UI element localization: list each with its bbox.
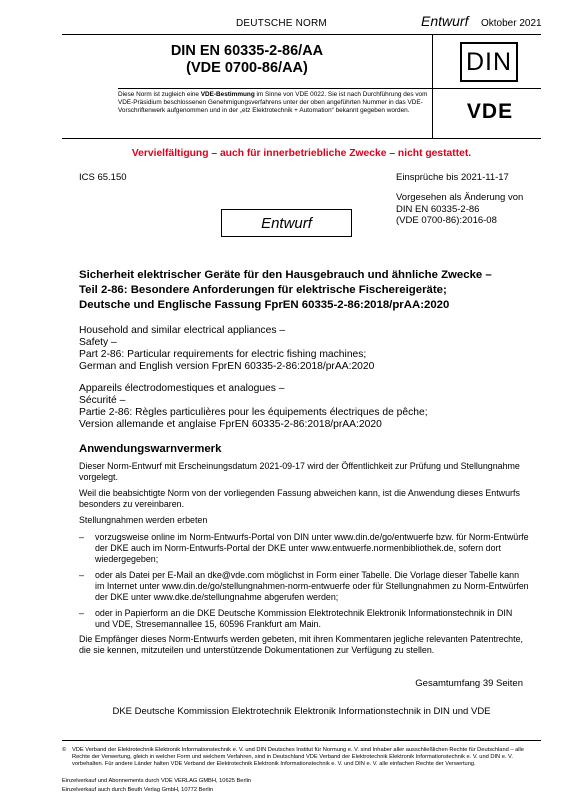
title-german-line-2: Teil 2-86: Besondere Anforderungen für elektrische Fischereigeräte; [79, 284, 447, 296]
objection-deadline: Einsprüche bis 2021-11-17 [396, 172, 509, 183]
footer-rule [62, 740, 541, 741]
publisher-line-1: Einzelverkauf und Abonnements durch VDE VERLAG GMBH, 10625 Berlin [62, 778, 252, 784]
vde-number: (VDE 0700-86/AA) [186, 60, 308, 76]
vde-logo: VDE [466, 100, 514, 123]
title-english-line-4: German and English version FprEN 60335-2-86:2018/prAA:2020 [79, 361, 375, 372]
draft-stamp: Entwurf [221, 209, 352, 237]
warning-paragraph-1: Dieser Norm-Entwurf mit Erscheinungsdatum 2021-09-17 wird der Öffentlichkeit zur Prüfung und Stellungnahme vorgelegt. [79, 461, 520, 483]
title-english [79, 325, 549, 373]
vde-notice-bold: VDE-Bestimmung [200, 91, 255, 98]
title-french-line-3: Partie 2-86: Règles particulières pour les équipements électriques de pêche; [79, 407, 428, 418]
list-dash: – [79, 532, 84, 542]
replacement-line-1: Vorgesehen als Änderung von [396, 192, 524, 203]
vde-notice [118, 91, 430, 116]
list-dash: – [79, 608, 84, 618]
publisher-line-2: Einzelverkauf auch durch Beuth Verlag GmbH, 10772 Berlin [62, 787, 214, 793]
vde-notice-text-2: im Sinne von VDE 0022. Sie ist nach Durchführung des vom VDE-Präsidium beschlossenen Genehmigungsverfahrens unter der oben angeführten Nummer in das VDE-Vorschriftenwerk aufgenommen und in der „etz Elektrotechnik + Automation“ bekannt gegeben worden. [118, 91, 428, 115]
title-german-line-1: Sicherheit elektrischer Geräte für den Hausgebrauch und ähnliche Zwecke – [79, 269, 492, 281]
title-french-line-1: Appareils électrodomestiques et analogues – [79, 383, 285, 394]
warning-paragraph-3: Stellungnahmen werden erbeten [79, 515, 208, 525]
dke-committee: DKE Deutsche Kommission Elektrotechnik Elektronik Informationstechnik in DIN und VDE [112, 706, 491, 717]
replacement-line-2: DIN EN 60335-2-86 [396, 203, 480, 215]
bottom-rule [62, 138, 541, 139]
title-german [79, 268, 549, 313]
logo-divider [432, 34, 433, 138]
warning-paragraph-2: Weil die beabsichtigte Norm von der vorliegenden Fassung abweichen kann, ist die Anwendung dieses Entwurfs besonders zu vereinbaren. [79, 488, 520, 510]
draft-status-label: Entwurf [421, 13, 469, 29]
norm-type-label: DEUTSCHE NORM [236, 18, 327, 29]
list-item-text: oder in Papierform an die DKE Deutsche Kommission Elektrotechnik Elektronik Informationstechnik in DIN und VDE, Stresemannallee 15, 60596 Frankfurt am Main. [95, 608, 513, 630]
vde-notice-text-1: Diese Norm ist zugleich eine [118, 91, 201, 98]
top-rule [62, 34, 541, 35]
copyright-notice [62, 747, 532, 775]
title-french-line-4: Version allemande et anglaise FprEN 60335-2-86:2018/prAA:2020 [79, 419, 382, 430]
list-item-text: oder als Datei per E-Mail an dke@vde.com möglichst in Form einer Tabelle. Die Vorlage dieser Tabelle kann im Internet unter www.din.de/go/stellungnahmen-norm-entwuerfe oder für Stellungnahmen zu Norm-Entwürfen der DKE unter www.dke.de/stellungnahme abgerufen werden; [95, 570, 529, 603]
total-pages: Gesamtumfang 39 Seiten [415, 678, 523, 689]
replacement-line-3: (VDE 0700-86):2016-08 [396, 215, 497, 226]
copyright-text: VDE Verband der Elektrotechnik Elektronik Informationstechnik e. V. und DIN Deutsches Institut für Normung e. V. sind Inhaber aller ausschließlichen Rechte für Deutschland – alle Rechte der Verwertung, gleich in welcher Form und welchem Verfahren, sind in Deutschland VDE Verband der Elektrotechnik Elektronik Informationstechnik e. V. und DIN e. V. vorbehalten. Für andere Länder halten VDE Verband der Elektrotechnik Elektronik Informationstechnik e. V. und DIN e. V. alle einfachen Rechte der Verwertung. [72, 747, 524, 767]
replacement-note [396, 192, 541, 227]
list-dash: – [79, 570, 84, 580]
copyright-icon: © [62, 747, 67, 753]
warning-paragraph-4: Die Empfänger dieses Norm-Entwurfs werden gebeten, mit ihren Kommentaren jegliche relevanten Patentrechte, die sie kennen, mitzuteilen und unterstützende Dokumentationen zur Verfügung zu stellen. [79, 634, 523, 656]
title-english-line-3: Part 2-86: Particular requirements for electric fishing machines; [79, 349, 367, 360]
list-item-text: vorzugsweise online im Norm-Entwurfs-Portal von DIN unter www.din.de/go/entwuerfe bzw. für Norm-Entwürfe der DKE auch im Norm-Entwurfs-Portal der DKE unter www.entwuerfe.normenbibliothek.de, sofern dort wiedergegeben; [95, 532, 529, 565]
list-item [79, 570, 529, 604]
ics-code: ICS 65.150 [79, 172, 127, 183]
title-english-line-2: Safety – [79, 337, 117, 348]
din-logo [460, 42, 518, 82]
middle-rule [118, 88, 541, 89]
reproduction-warning: Vervielfältigung – auch für innerbetriebliche Zwecke – nicht gestattet. [131, 148, 472, 159]
title-french [79, 383, 549, 431]
title-french-line-2: Sécurité – [79, 395, 126, 406]
warning-heading: Anwendungswarnvermerk [79, 443, 222, 455]
din-logo-text: DIN [465, 47, 513, 76]
document-number-block [62, 36, 432, 77]
document-number: DIN EN 60335-2-86/AA [170, 43, 324, 59]
title-german-line-3: Deutsche und Englische Fassung FprEN 60335-2-86:2018/prAA:2020 [79, 299, 450, 311]
title-english-line-1: Household and similar electrical appliances – [79, 325, 286, 336]
publication-date: Oktober 2021 [481, 18, 542, 29]
list-item [79, 608, 529, 631]
list-item [79, 532, 529, 566]
